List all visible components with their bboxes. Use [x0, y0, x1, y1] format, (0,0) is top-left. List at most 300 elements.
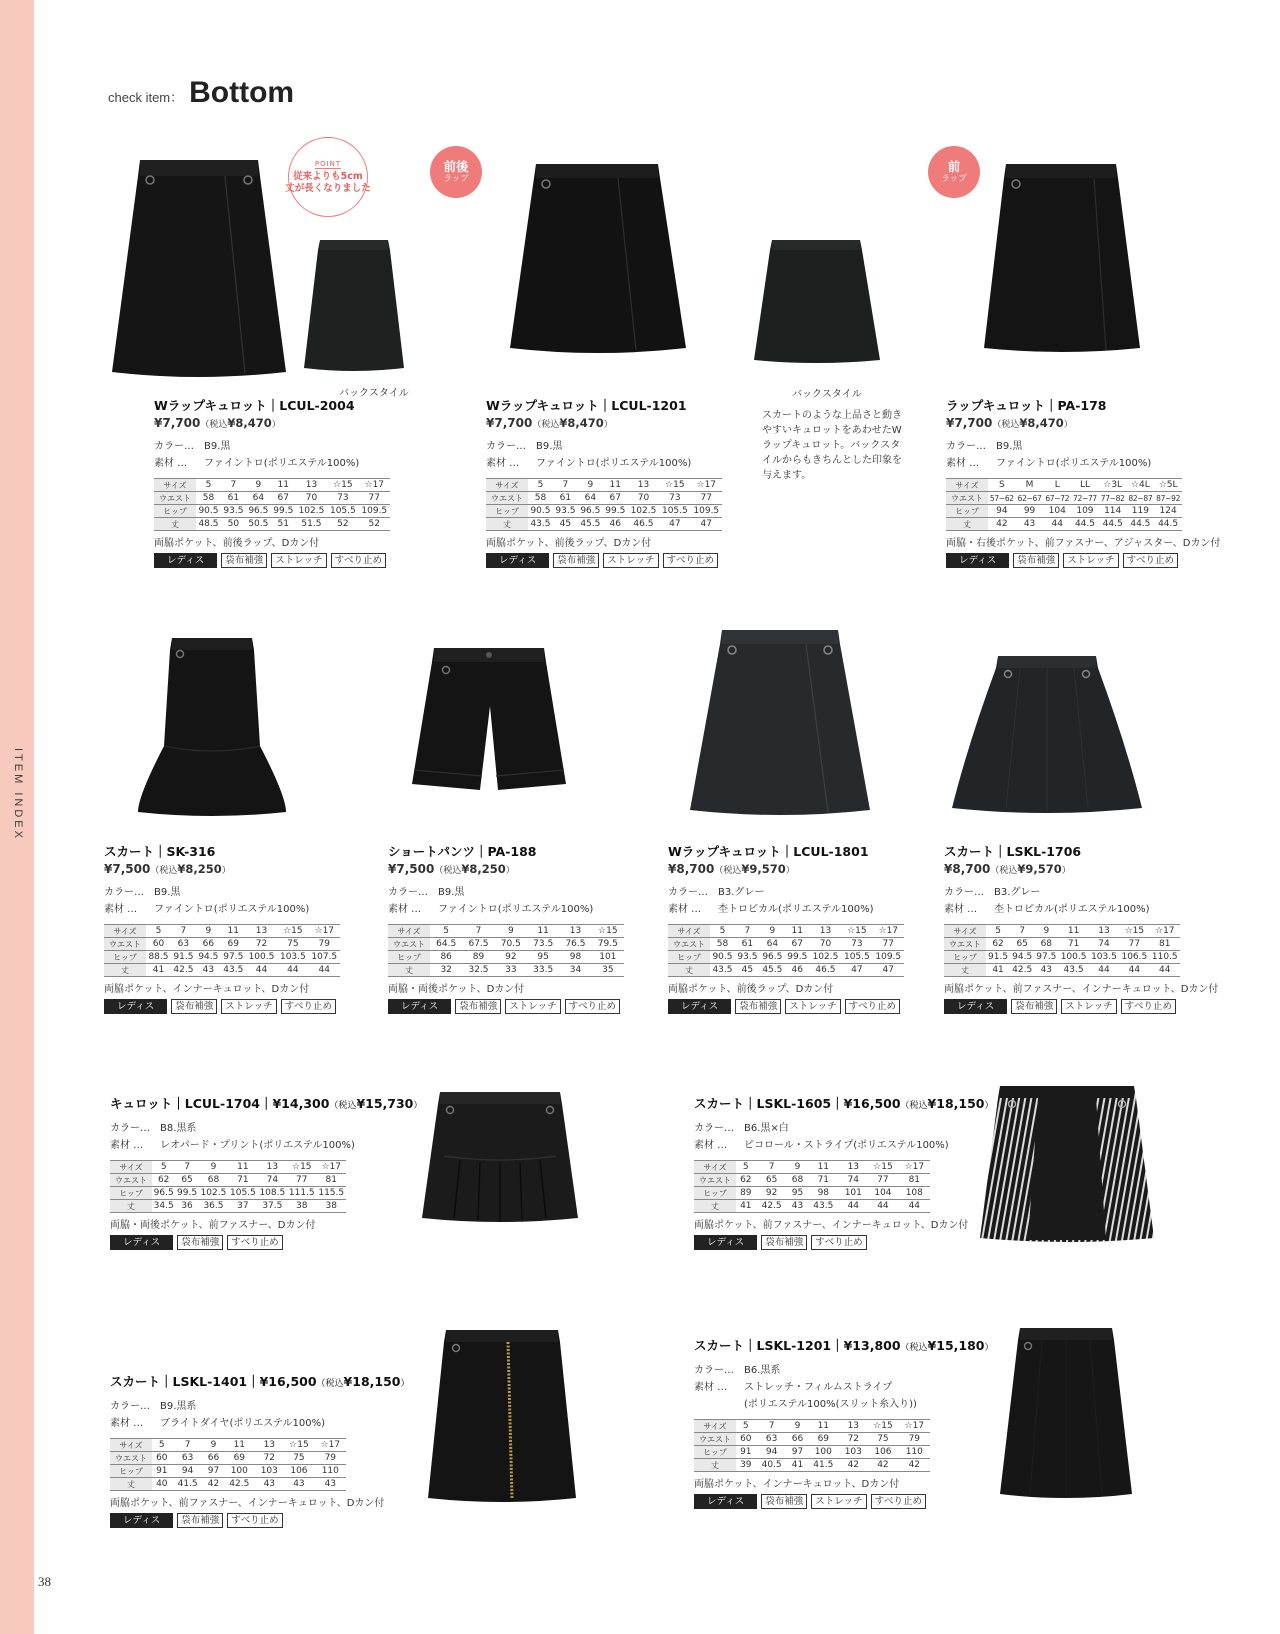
- size-cell: 57~62: [989, 493, 1014, 503]
- size-cell: ☆15: [867, 1420, 898, 1433]
- tax-close: ）: [603, 420, 613, 430]
- tag-reinforce: 袋布補強: [177, 1235, 223, 1250]
- product-features: 両脇ポケット、前後ラップ、Dカン付: [668, 984, 834, 995]
- size-cell: 9: [760, 925, 785, 938]
- row-label: ヒップ: [104, 951, 146, 964]
- size-cell: 36: [175, 1200, 198, 1213]
- size-row-hip: [110, 1465, 346, 1478]
- feature-tags: [668, 999, 918, 1014]
- size-cell: 44: [1043, 518, 1071, 531]
- size-cell: LL: [1071, 479, 1099, 492]
- size-cell: ☆3L: [1099, 479, 1127, 492]
- size-cell: 124: [1154, 505, 1182, 518]
- product-lcul-1704: [110, 1094, 423, 1250]
- row-label: ウエスト: [154, 492, 196, 505]
- size-cell: 67: [603, 492, 628, 505]
- tag-ladies: レディス: [694, 1235, 757, 1250]
- tax-label: （税込: [329, 1101, 357, 1111]
- product-meta: [154, 438, 404, 472]
- color-label: カラー…: [668, 887, 708, 898]
- lcul-1201-front-image: [508, 162, 688, 358]
- row-label: 丈: [946, 518, 988, 531]
- size-cell: 5: [430, 925, 462, 938]
- row-label: 丈: [104, 964, 146, 977]
- color-line: [388, 884, 638, 901]
- size-cell: 105.5: [659, 505, 690, 518]
- size-cell: 99: [1016, 505, 1044, 518]
- row-label: 丈: [694, 1200, 736, 1213]
- size-row-sizes: [486, 479, 722, 492]
- size-cell: 43: [283, 1478, 314, 1491]
- tag-reinforce: 袋布補強: [177, 1513, 223, 1528]
- size-cell: 42: [899, 1459, 930, 1472]
- size-cell: ☆17: [317, 1161, 347, 1174]
- row-label: 丈: [110, 1478, 152, 1491]
- size-cell: 42: [204, 1478, 224, 1491]
- size-cell: 7: [175, 1161, 198, 1174]
- tax-label: （税込: [990, 866, 1018, 876]
- tag-nonslip: すべり止め: [845, 999, 900, 1014]
- product-features: 両脇ポケット、前ファスナー、インナーキュロット、Dカン付: [694, 1220, 969, 1231]
- size-cell: 109: [1071, 505, 1099, 518]
- size-cell: 45: [553, 518, 578, 531]
- size-cell: 9: [578, 479, 603, 492]
- size-cell: 40.5: [756, 1459, 788, 1472]
- size-cell: 40: [152, 1478, 172, 1491]
- size-cell: 99.5: [603, 505, 628, 518]
- material-line: [694, 1137, 949, 1154]
- pa-178-image: [982, 162, 1142, 358]
- tax-close: ）: [400, 1379, 410, 1389]
- product-lcul-1801: [668, 842, 918, 1014]
- size-cell: 5: [528, 479, 553, 492]
- row-label: ヒップ: [486, 505, 528, 518]
- size-cell: ☆17: [873, 925, 904, 938]
- material-value: 杢トロピカル(ポリエステル100%): [718, 904, 874, 915]
- product-pa-178: [946, 396, 1221, 568]
- tag-ladies: レディス: [694, 1494, 757, 1509]
- size-cell: 41: [736, 1200, 756, 1213]
- size-cell: 97: [204, 1465, 224, 1478]
- size-cell: 94: [756, 1446, 788, 1459]
- size-cell: 9: [199, 1161, 228, 1174]
- front-wrap-badge: [928, 146, 980, 198]
- size-cell: 108.5: [259, 1188, 286, 1198]
- product-name: [110, 1094, 423, 1112]
- tag-nonslip: すべり止め: [871, 1494, 926, 1509]
- tag-nonslip: すべり止め: [227, 1513, 282, 1528]
- size-cell: 71: [228, 1174, 257, 1187]
- material-line: [104, 901, 354, 918]
- product-name: ショートパンツ｜PA-188: [388, 844, 537, 859]
- size-cell: 114: [1099, 505, 1127, 518]
- size-cell: 46.5: [810, 964, 841, 977]
- product-lcul-1201: [486, 396, 736, 568]
- size-cell: 91.5: [986, 951, 1010, 964]
- size-cell: 77: [287, 1174, 316, 1187]
- size-cell: 42: [839, 1459, 867, 1472]
- tag-ladies: レディス: [110, 1513, 173, 1528]
- size-cell: 41: [986, 964, 1010, 977]
- product-features: 両脇ポケット、前ファスナー、インナーキュロット、Dカン付: [944, 984, 1219, 995]
- tag-reinforce: 袋布補強: [221, 553, 267, 568]
- size-cell: 51.5: [296, 518, 327, 531]
- product-name: スカート｜SK-316: [104, 844, 216, 859]
- size-cell: 43.5: [1058, 964, 1088, 977]
- tax-price-value: ¥8,470: [227, 416, 272, 430]
- size-cell: 68: [788, 1174, 808, 1187]
- size-cell: 104: [1043, 505, 1071, 518]
- size-cell: 7: [171, 925, 196, 938]
- material-value: 杢トロピカル(ポリエステル100%): [994, 904, 1150, 915]
- size-row-length: [486, 518, 722, 531]
- size-cell: 97.5: [221, 951, 246, 964]
- tax-close: ）: [271, 420, 281, 430]
- size-cell: 11: [223, 1439, 255, 1452]
- size-cell: 42.5: [223, 1478, 255, 1491]
- size-table: [946, 478, 1182, 531]
- size-cell: 44: [867, 1200, 898, 1213]
- size-cell: 44.5: [1154, 518, 1182, 531]
- size-cell: 47: [873, 964, 904, 977]
- row-label: 丈: [668, 964, 710, 977]
- size-table: [668, 924, 904, 977]
- color-label: カラー…: [944, 887, 984, 898]
- material-line: [486, 455, 736, 472]
- product-name: [694, 1336, 994, 1354]
- feature-tags: [944, 999, 1194, 1014]
- tag-reinforce: 袋布補強: [455, 999, 501, 1014]
- row-label: 丈: [486, 518, 528, 531]
- size-cell: 75: [867, 1433, 898, 1446]
- size-cell: 95: [527, 951, 559, 964]
- size-cell: 79: [899, 1433, 930, 1446]
- product-pa-188: [388, 842, 638, 1014]
- row-label: 丈: [388, 964, 430, 977]
- size-row-length: [694, 1459, 930, 1472]
- product-features: 両脇・両後ポケット、前ファスナー、Dカン付: [110, 1220, 316, 1231]
- size-cell: 102.5: [200, 1188, 227, 1198]
- size-cell: 91.5: [171, 951, 196, 964]
- size-cell: 13: [255, 1439, 283, 1452]
- feature-tags: [154, 553, 404, 568]
- row-label: ヒップ: [110, 1465, 152, 1478]
- size-cell: ☆17: [1150, 925, 1180, 938]
- size-cell: 9: [788, 1420, 808, 1433]
- material-value: ストレッチ・フィルムストライプ: [744, 1382, 893, 1393]
- tag-stretch: ストレッチ: [811, 1494, 866, 1509]
- size-cell: ☆15: [592, 925, 624, 938]
- tag-ladies: レディス: [154, 553, 217, 568]
- size-cell: 13: [839, 1420, 867, 1433]
- size-cell: 73: [841, 938, 872, 951]
- size-cell: 44: [1119, 964, 1149, 977]
- size-cell: 97.5: [1034, 951, 1058, 964]
- size-row-length: [694, 1200, 930, 1213]
- tax-label: （税込: [992, 420, 1020, 430]
- size-cell: 110.5: [1150, 951, 1180, 964]
- price-value: ¥7,500: [104, 862, 151, 876]
- size-cell: 42: [867, 1459, 898, 1472]
- row-label: サイズ: [110, 1439, 152, 1452]
- size-cell: 99.5: [785, 951, 810, 964]
- size-cell: 73: [659, 492, 690, 505]
- product-meta: [110, 1120, 360, 1154]
- tax-price-value: ¥15,730: [356, 1096, 414, 1111]
- size-cell: 67.5: [462, 938, 494, 951]
- size-cell: 102.5: [296, 505, 327, 518]
- size-cell: 63: [172, 1452, 204, 1465]
- size-cell: 9: [495, 925, 527, 938]
- size-cell: 37: [228, 1200, 257, 1213]
- size-row-hip: [946, 505, 1182, 518]
- row-label: ヒップ: [694, 1187, 736, 1200]
- product-lskl-1605: [694, 1094, 994, 1250]
- size-cell: 42.5: [756, 1200, 788, 1213]
- feature-tags: [946, 553, 1196, 568]
- color-label: カラー…: [154, 441, 194, 452]
- size-cell: ☆15: [287, 1161, 316, 1174]
- size-cell: 95: [788, 1187, 808, 1200]
- tax-close: ）: [413, 1101, 423, 1111]
- color-label: カラー…: [388, 887, 428, 898]
- size-cell: 94: [988, 505, 1016, 518]
- row-label: ウエスト: [104, 938, 146, 951]
- size-cell: 44.5: [1071, 518, 1099, 531]
- color-value: B6.黒系: [744, 1365, 781, 1376]
- size-cell: 43: [196, 964, 221, 977]
- feature-tags: [694, 1235, 944, 1250]
- tax-price-value: ¥8,250: [177, 862, 222, 876]
- size-cell: 101: [839, 1187, 867, 1200]
- size-row-waist: [668, 938, 904, 951]
- tax-label: （税込: [434, 866, 462, 876]
- row-label: ウエスト: [110, 1452, 152, 1465]
- size-row-length: [154, 518, 390, 531]
- size-cell: 96.5: [760, 951, 785, 964]
- color-value: B9.黒: [438, 887, 465, 898]
- lcul-1704-image: [420, 1090, 580, 1226]
- size-cell: 43: [1034, 964, 1058, 977]
- size-cell: 77: [1119, 938, 1149, 951]
- size-cell: 50.5: [246, 518, 271, 531]
- size-cell: 105.5: [327, 505, 358, 518]
- size-cell: 11: [785, 925, 810, 938]
- size-cell: 7: [756, 1420, 788, 1433]
- tax-label: （税込: [900, 1101, 928, 1111]
- size-cell: 13: [1089, 925, 1119, 938]
- size-cell: 61: [553, 492, 578, 505]
- size-table: [388, 924, 624, 977]
- color-value: B9.黒: [536, 441, 563, 452]
- tax-label: （税込: [714, 866, 742, 876]
- tax-close: ）: [221, 866, 231, 876]
- tag-ladies: レディス: [486, 553, 549, 568]
- tag-nonslip: すべり止め: [663, 553, 718, 568]
- size-cell: 51: [271, 518, 296, 531]
- size-cell: 7: [1010, 925, 1034, 938]
- lcul-2004-back-caption: バックスタイル: [339, 388, 409, 399]
- row-label: サイズ: [694, 1420, 736, 1433]
- front-wrap-badge-line1: 前: [947, 158, 961, 174]
- product-price: [388, 862, 638, 876]
- size-table: [154, 478, 390, 531]
- size-cell: ☆17: [315, 1439, 346, 1452]
- product-name-text: スカート｜LSKL-1401｜¥16,500: [110, 1374, 317, 1389]
- size-cell: 90.5: [710, 951, 735, 964]
- size-cell: 106.5: [1119, 951, 1149, 964]
- product-features: 両脇ポケット、前ファスナー、インナーキュロット、Dカン付: [110, 1498, 385, 1509]
- size-cell: 100: [223, 1465, 255, 1478]
- size-row-hip: [110, 1187, 346, 1200]
- size-row-length: [110, 1200, 346, 1213]
- page-title: Bottom: [189, 76, 295, 109]
- product-name-text: スカート｜LSKL-1605｜¥16,500: [694, 1096, 901, 1111]
- size-cell: 72~77: [1073, 493, 1097, 503]
- tag-reinforce: 袋布補強: [735, 999, 781, 1014]
- size-row-sizes: [110, 1161, 346, 1174]
- size-cell: 45: [735, 964, 760, 977]
- size-row-hip: [104, 951, 340, 964]
- size-cell: 110: [899, 1446, 930, 1459]
- size-cell: 65: [1010, 938, 1034, 951]
- product-meta: [944, 884, 1194, 918]
- tax-price-value: ¥8,470: [1019, 416, 1064, 430]
- size-cell: 9: [246, 479, 271, 492]
- size-cell: 98: [807, 1187, 839, 1200]
- size-cell: 99.5: [271, 505, 296, 518]
- tag-reinforce: 袋布補強: [171, 999, 217, 1014]
- tag-reinforce: 袋布補強: [553, 553, 599, 568]
- header-prefix: check item：: [108, 90, 184, 105]
- size-cell: 71: [1058, 938, 1088, 951]
- size-cell: 43: [315, 1478, 346, 1491]
- size-cell: ☆4L: [1127, 479, 1155, 492]
- size-cell: 5: [736, 1420, 756, 1433]
- size-cell: 33: [495, 964, 527, 977]
- size-cell: 52: [327, 518, 358, 531]
- lcul-1201-back-image: [752, 238, 882, 366]
- size-cell: 11: [271, 479, 296, 492]
- size-cell: 94.5: [196, 951, 221, 964]
- size-cell: 81: [317, 1174, 347, 1187]
- material-label: 素材 …: [486, 458, 520, 469]
- size-row-hip: [388, 951, 624, 964]
- material-line: [694, 1379, 944, 1396]
- size-table: [486, 478, 722, 531]
- product-price: [668, 862, 918, 876]
- size-cell: 46: [785, 964, 810, 977]
- size-cell: 47: [841, 964, 872, 977]
- size-cell: 93.5: [221, 505, 246, 518]
- row-label: サイズ: [388, 925, 430, 938]
- point-badge: [285, 137, 371, 217]
- tax-close: ）: [785, 866, 795, 876]
- tag-nonslip: すべり止め: [1121, 999, 1176, 1014]
- tag-reinforce: 袋布補強: [1011, 999, 1057, 1014]
- size-cell: 44: [1089, 964, 1119, 977]
- size-cell: 103.5: [1089, 951, 1119, 964]
- material-label: 素材 …: [110, 1140, 144, 1151]
- row-label: ウエスト: [486, 492, 528, 505]
- size-row-waist: [694, 1174, 930, 1187]
- size-cell: 69: [221, 938, 246, 951]
- front-back-wrap-badge: [430, 146, 482, 198]
- size-row-waist: [388, 938, 624, 951]
- feature-tags: [110, 1513, 360, 1528]
- color-label: カラー…: [110, 1401, 150, 1412]
- size-cell: 62: [736, 1174, 756, 1187]
- size-row-waist: [946, 492, 1182, 505]
- size-table: [694, 1419, 930, 1472]
- product-features: 両脇ポケット、インナーキュロット、Dカン付: [104, 984, 310, 995]
- color-value: B9.黒: [996, 441, 1023, 452]
- size-cell: 94: [172, 1465, 204, 1478]
- size-cell: 79: [309, 938, 340, 951]
- size-cell: 44: [277, 964, 308, 977]
- row-label: 丈: [694, 1459, 736, 1472]
- size-cell: 34.5: [153, 1201, 174, 1211]
- size-cell: 13: [246, 925, 277, 938]
- size-row-sizes: [668, 925, 904, 938]
- tax-label: （税込: [200, 420, 228, 430]
- size-cell: 107.5: [309, 951, 340, 964]
- size-row-sizes: [110, 1439, 346, 1452]
- size-cell: 37.5: [258, 1200, 287, 1213]
- color-label: カラー…: [694, 1365, 734, 1376]
- product-features: 両脇ポケット、前後ラップ、Dカン付: [486, 538, 652, 549]
- price-value: ¥7,700: [486, 416, 533, 430]
- material-label: 素材 …: [668, 904, 702, 915]
- material-line: [944, 901, 1194, 918]
- row-label: ヒップ: [154, 505, 196, 518]
- size-cell: 7: [553, 479, 578, 492]
- material-line: [154, 455, 404, 472]
- color-label: カラー…: [946, 441, 986, 452]
- size-cell: 42.5: [1010, 964, 1034, 977]
- size-cell: ☆15: [277, 925, 308, 938]
- color-line: [944, 884, 1194, 901]
- material-label: 素材 …: [944, 904, 978, 915]
- product-name: Wラップキュロット｜LCUL-2004: [154, 398, 355, 413]
- size-cell: 58: [710, 938, 735, 951]
- size-cell: 81: [899, 1174, 930, 1187]
- tag-stretch: ストレッチ: [1061, 999, 1116, 1014]
- material-value: ファイントロ(ポリエステル100%): [438, 904, 594, 915]
- material-label: 素材 …: [154, 458, 188, 469]
- tax-close: ）: [984, 1101, 994, 1111]
- size-cell: 106: [283, 1465, 314, 1478]
- size-cell: 9: [204, 1439, 224, 1452]
- size-cell: 11: [228, 1161, 257, 1174]
- size-cell: 61: [735, 938, 760, 951]
- size-cell: ☆15: [867, 1161, 898, 1174]
- size-row-hip: [486, 505, 722, 518]
- size-cell: 109.5: [691, 505, 722, 518]
- size-cell: 105.5: [230, 1188, 256, 1198]
- product-features: 両脇・右後ポケット、前ファスナー、アジャスター、Dカン付: [946, 538, 1221, 549]
- size-cell: 90.5: [196, 505, 221, 518]
- size-cell: 82~87: [1128, 493, 1153, 503]
- size-cell: 5: [736, 1161, 756, 1174]
- feature-tags: [104, 999, 354, 1014]
- color-value: B3.グレー: [718, 887, 765, 898]
- size-cell: 111.5: [288, 1188, 315, 1198]
- product-name: スカート｜LSKL-1706: [944, 844, 1082, 859]
- size-cell: 58: [196, 492, 221, 505]
- tag-ladies: レディス: [668, 999, 731, 1014]
- color-line: [104, 884, 354, 901]
